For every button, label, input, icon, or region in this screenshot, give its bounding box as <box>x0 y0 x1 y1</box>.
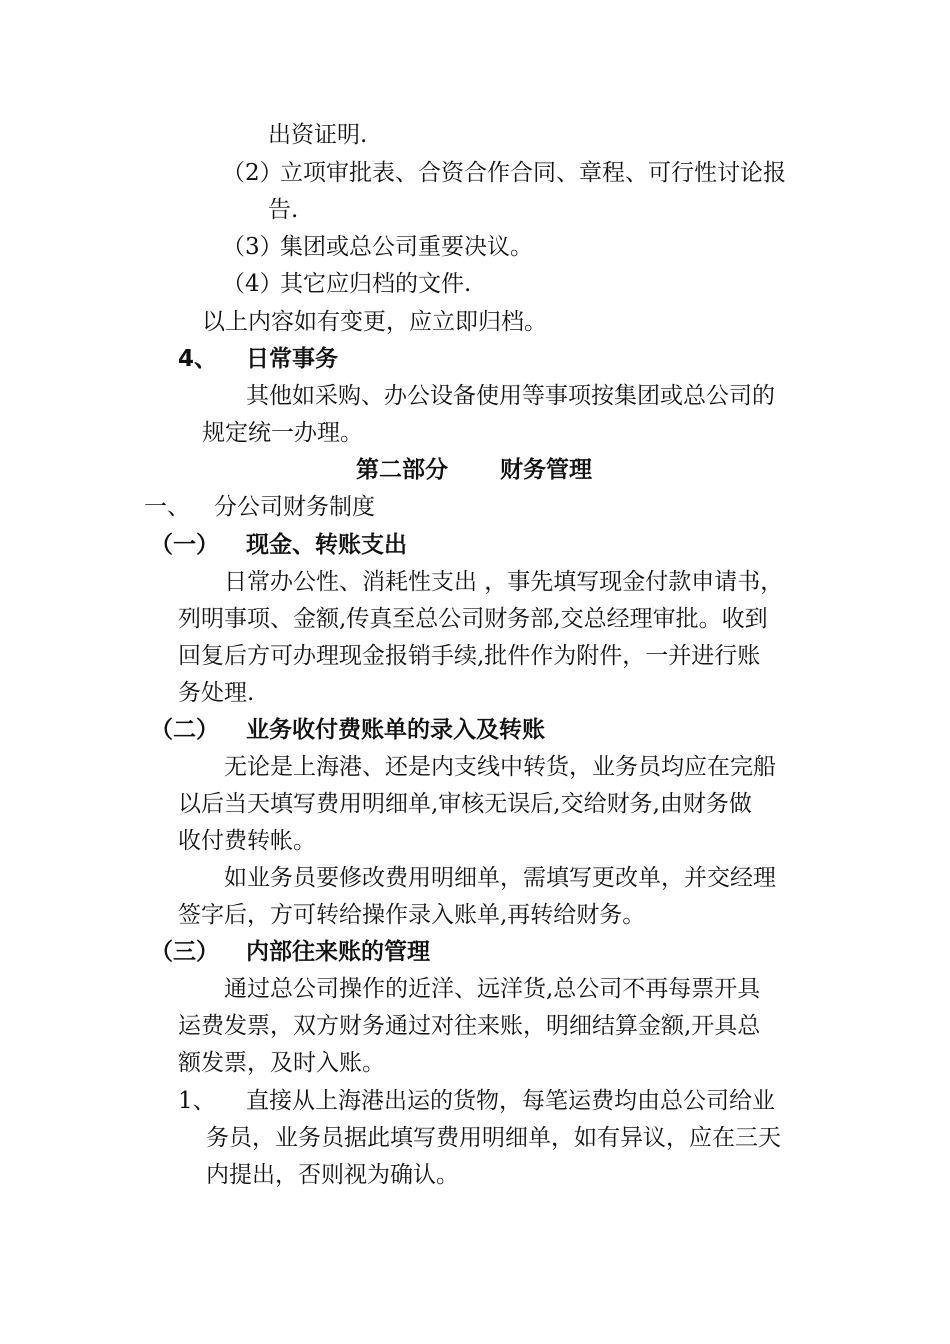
subsection-1-line-2: 列明事项、金额,传真至总公司财务部,交总经理审批。收到 <box>178 606 768 632</box>
daily-affairs-number: 4、 <box>178 346 218 372</box>
subsection-1-number: （一） <box>150 532 219 558</box>
section-1-heading: 分公司财务制度 <box>214 494 375 520</box>
list-item-2-text: 立项审批表、合资合作合同、章程、可行性讨论报 <box>280 160 786 186</box>
list-item-4-number: （4） <box>222 271 283 297</box>
subsection-3-number: （三） <box>150 939 219 965</box>
subsection-3-item-1-line-2: 务员，业务员据此填写费用明细单，如有异议，应在三天 <box>206 1125 781 1151</box>
subsection-1-heading: 现金、转账支出 <box>246 532 407 558</box>
list-item-1-continuation: 出资证明. <box>268 122 368 148</box>
subsection-1-line-1: 日常办公性、消耗性支出 ，事先填写现金付款申请书， <box>224 569 784 595</box>
subsection-2-p1-line-1: 无论是上海港、还是内支线中转货，业务员均应在完船 <box>224 754 776 780</box>
subsection-3-heading: 内部往来账的管理 <box>246 939 430 965</box>
subsection-3-item-1-line-3: 内提出，否则视为确认。 <box>206 1162 459 1188</box>
subsection-1-line-4: 务处理. <box>178 680 255 706</box>
list-item-2-continuation: 告. <box>268 197 299 223</box>
subsection-3-item-1-line-1: 直接从上海港出运的货物，每笔运费均由总公司给业 <box>246 1088 775 1114</box>
subsection-2-p1-line-2: 以后当天填写费用明细单,审核无误后,交给财务,由财务做 <box>178 791 752 817</box>
subsection-1-line-3: 回复后方可办理现金报销手续,批件作为附件，一并进行账 <box>178 643 761 669</box>
subsection-3-item-1-number: 1、 <box>178 1088 216 1114</box>
part-two-title: 财务管理 <box>500 457 592 483</box>
list-item-4-text: 其它应归档的文件. <box>280 271 472 297</box>
part-two-label: 第二部分 <box>356 457 448 483</box>
archive-note: 以上内容如有变更，应立即归档。 <box>202 309 547 335</box>
daily-affairs-line-2: 规定统一办理。 <box>202 420 363 446</box>
daily-affairs-heading: 日常事务 <box>246 346 338 372</box>
section-1-number: 一、 <box>144 494 190 520</box>
subsection-2-p1-line-3: 收付费转帐。 <box>178 828 316 854</box>
list-item-2-number: （2） <box>222 160 283 186</box>
subsection-2-p2-line-2: 签字后，方可转给操作录入账单,再转给财务。 <box>178 902 646 928</box>
list-item-3-number: （3） <box>222 234 283 260</box>
subsection-3-p1-line-1: 通过总公司操作的近洋、远洋货,总公司不再每票开具 <box>224 976 761 1002</box>
list-item-3-text: 集团或总公司重要决议。 <box>280 234 533 260</box>
subsection-3-p1-line-3: 额发票，及时入账。 <box>178 1050 385 1076</box>
subsection-3-p1-line-2: 运费发票，双方财务通过对往来账，明细结算金额,开具总 <box>178 1013 761 1039</box>
subsection-2-heading: 业务收付费账单的录入及转账 <box>246 717 545 743</box>
daily-affairs-line-1: 其他如采购、办公设备使用等事项按集团或总公司的 <box>246 383 775 409</box>
subsection-2-p2-line-1: 如业务员要修改费用明细单，需填写更改单，并交经理 <box>224 865 776 891</box>
subsection-2-number: （二） <box>150 717 219 743</box>
